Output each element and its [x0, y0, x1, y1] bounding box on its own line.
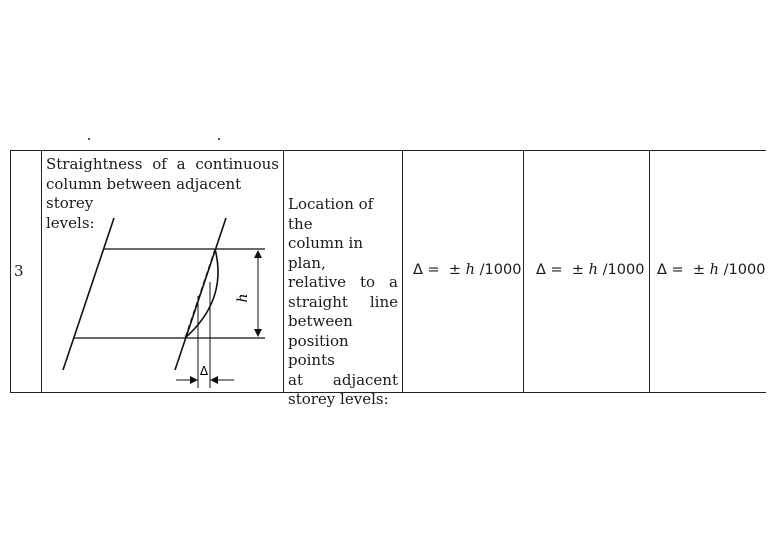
deviation-line: relative to a	[288, 273, 398, 291]
description-line: Straightness of a continuous	[46, 155, 279, 173]
deviation-line: between	[288, 312, 353, 330]
deviation-line: at adjacent	[288, 370, 398, 389]
description-line: column between adjacent storey	[46, 174, 242, 212]
deviation-line: Location of the	[288, 195, 374, 233]
description-line: levels:	[46, 213, 95, 232]
row-number: 3	[14, 262, 24, 280]
deviation-line: straight line	[288, 292, 398, 311]
deviation-line: column in plan,	[288, 234, 363, 272]
right-column-line	[175, 218, 226, 370]
left-column-line	[63, 218, 114, 370]
tolerance-formula-2: Δ = ± h /1000	[536, 262, 645, 278]
tolerance-formula-3: Δ = ± h /1000	[657, 262, 766, 278]
deviation-line: position points	[288, 331, 349, 369]
deviation-cell	[288, 195, 398, 410]
deviation-label: Δ	[199, 364, 209, 378]
height-label: h	[235, 293, 251, 303]
deviation-line: storey levels:	[288, 390, 389, 408]
tolerance-formula-1: Δ = ± h /1000	[413, 262, 522, 278]
